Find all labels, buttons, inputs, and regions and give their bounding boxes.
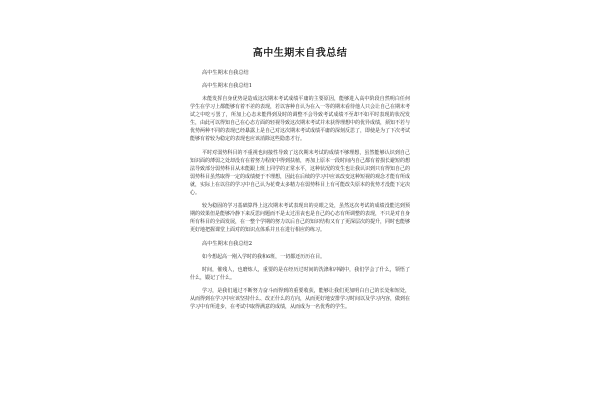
paragraph: 学习，是我们通过不断努力奋斗而得到的重要收获，能够让我们更加明白自己的长处和短处，从而得到在学习中应该坚持什么、改正什么的方向，从而更好地安排学习时间以及学习内容，做到在学习中有所进步，在考试中取得满意的成绩，从而成为一名优秀的学生。: [190, 287, 411, 310]
paragraph: 较为稳固的学习基础算得上这次期末考试表现出的亮眼之处，虽然这次考试的成绩没能达到预期的效果但是能够冷静下来反思问题而不是太过沮丧也是自己的心态有所调整的表现，不只是对自身所有科目的全面发展，在一整个学期的努力以后自己的知识结构又有了更深层次的提升，同时也能够更好地把握课堂上面对的知识点体系并且在进行相应的练习。: [190, 203, 411, 234]
document-subtitle: 高中生期末自我总结: [202, 70, 249, 76]
section-1-heading: 高中生期末自我总结1: [202, 83, 252, 89]
paragraph: 如今想起高一刚入学时的我和6班，一切都还历历在目。: [202, 253, 326, 260]
document-title: 高中生期末自我总结: [252, 48, 348, 59]
paragraph: 未能发挥自身优势是造成这次期末考试成绩平庸的主要原因，能够进入高中阶段自然明白任何学生在学习上都能够有着不差的表现，若以客种自认为在入一等的期末看待他人只会让自己在期末考试之中吃亏罢了，所加上心态未能得到及时的调整不会导致考试成绩不至却不如平时表现的状况发生，由此可以得知自己在心态方面的轻视导致这次期末考试并未获得理想中的优异成绩，须知不若与优势两种不同的表现已经暴露上是自己对这次期末考试成绩平庸的深刻反思了，即使是为了下次考试能够有着较为稳定的表现也应该消除这些隐患才行。: [190, 96, 411, 143]
paragraph: 时间，催残人，也磨炼人，重要的是在经历过时间的洗涤和冲刷中，我们学会了什么，领悟了什么，锻记了什么。: [190, 266, 410, 281]
document-page: [176, 0, 424, 400]
paragraph: 平时对弱势科目的不重视也间接性导致了这次期末考试的成绩不够理想，虽然能够认识到自己知识面的薄弱之处却没有在着努力程度中得到扶植，再加上原本一段时间内自己都有着损长避短的想法导致部分弱势科目从未能跟上班上同学的正常水平，这种状况的发生也让我认识到只有得知自己的弱势科目虽然取得一定的成绩便于不理想，因此在后续的学习中应该改变这种短视的观念才能有所成就，实际上在以往的学习中自己认为花费太多精力在弱势科目上有可能改失原本的优势才没能下定决心。: [190, 149, 411, 197]
section-2-heading: 高中生期末自我总结2: [202, 240, 252, 247]
